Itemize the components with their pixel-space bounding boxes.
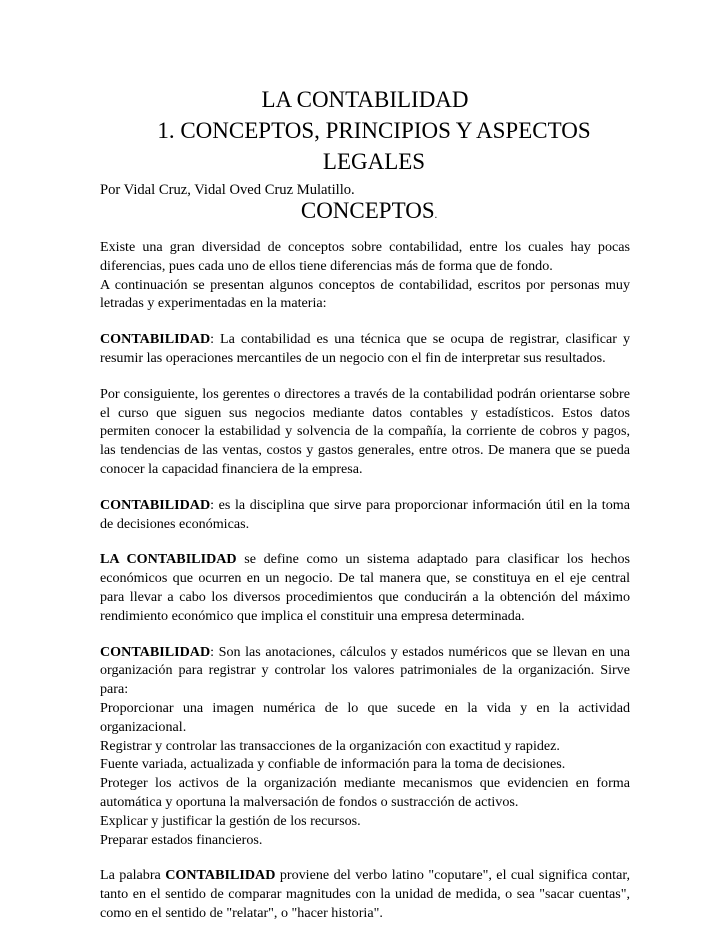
definition-text: : Son las anotaciones, cálculos y estados numéricos que se llevan en una organización para registrar y controlar los valores patrimoniales de la organización. Sirve para:	[100, 643, 630, 698]
etymology-text: proviene del verbo latino "coputare", el cual significa contar, tanto en el sentido de comparar magnitudes con la unidad de medida, o sea "sacar cuentas", como en el sentido de "relatar", o "hacer historia".	[100, 867, 630, 921]
etymology-paragraph	[100, 866, 630, 922]
definition-term: LA CONTABILIDAD	[100, 551, 237, 568]
purpose-item: Preparar estados financieros.	[100, 831, 263, 848]
document-title: LA CONTABILIDAD	[261, 87, 469, 112]
definition-4	[100, 643, 630, 699]
definition-1	[100, 330, 630, 368]
purpose-item: Proteger los activos de la organización mediante mecanismos que evidencien en forma automática y oportuna la malversación de fondos o sustracción de activos.	[100, 775, 630, 810]
definition-text: se define como un sistema adaptado para clasificar los hechos económicos que ocurren en un negocio. De tal manera que, se constituya en el eje central para llevar a cabo los diversos procedimientos que conducirán a la obtención del máximo rendimiento económico que implica el constituir una empresa determinada.	[100, 551, 631, 624]
definition-2	[100, 496, 630, 534]
definition-term: CONTABILIDAD	[100, 496, 211, 513]
intro-paragraph-2: A continuación se presentan algunos conceptos de contabilidad, escritos por personas muy letradas y experimentadas en la materia:	[100, 276, 630, 312]
purpose-item: Explicar y justificar la gestión de los recursos.	[100, 812, 361, 829]
purpose-item: Proporcionar una imagen numérica de lo que sucede en la vida y en la actividad organizacional.	[100, 699, 630, 735]
section-title	[108, 199, 630, 228]
etymology-term: CONTABILIDAD	[165, 867, 276, 884]
definition-text: : La contabilidad es una técnica que se ocupa de registrar, clasificar y resumir las operaciones mercantiles de un negocio con el fin de interpretar sus resultados.	[100, 331, 630, 366]
intro-paragraph: Existe una gran diversidad de conceptos sobre contabilidad, entre los cuales hay pocas diferencias, pues cada uno de ellos tiene diferencias más de forma que de fondo.	[100, 239, 630, 274]
definition-term: CONTABILIDAD	[100, 643, 211, 660]
section-title-text: CONCEPTOS	[300, 198, 435, 223]
purpose-item: Fuente variada, actualizada y confiable de información para la toma de decisiones.	[100, 756, 566, 773]
chapter-title: 1. CONCEPTOS, PRINCIPIOS Y ASPECTOS LEGALES	[157, 118, 591, 174]
section-title-dot: .	[434, 210, 438, 221]
paragraph-consiguiente: Por consiguiente, los gerentes o directores a través de la contabilidad podrán orientarse sobre el curso que siguen sus negocios mediante datos contables y estadísticos. Estos datos permiten conocer la estabilidad y solvencia de la compañía, la corriente de cobros y pagos, las tendencias de las ventas, costos y gastos generales, entre otros. De manera que se pueda conocer la capacidad financiera de la empresa.	[100, 385, 630, 477]
purpose-item: Registrar y controlar las transacciones de la organización con exactitud y rapidez.	[100, 737, 560, 754]
author-line: Por Vidal Cruz, Vidal Oved Cruz Mulatillo.	[100, 182, 355, 198]
definition-term: CONTABILIDAD	[100, 331, 211, 348]
definition-3	[100, 550, 630, 625]
definition-text: : es la disciplina que sirve para proporcionar información útil en la toma de decisiones económicas.	[100, 496, 630, 532]
etymology-pre: La palabra	[100, 867, 166, 884]
